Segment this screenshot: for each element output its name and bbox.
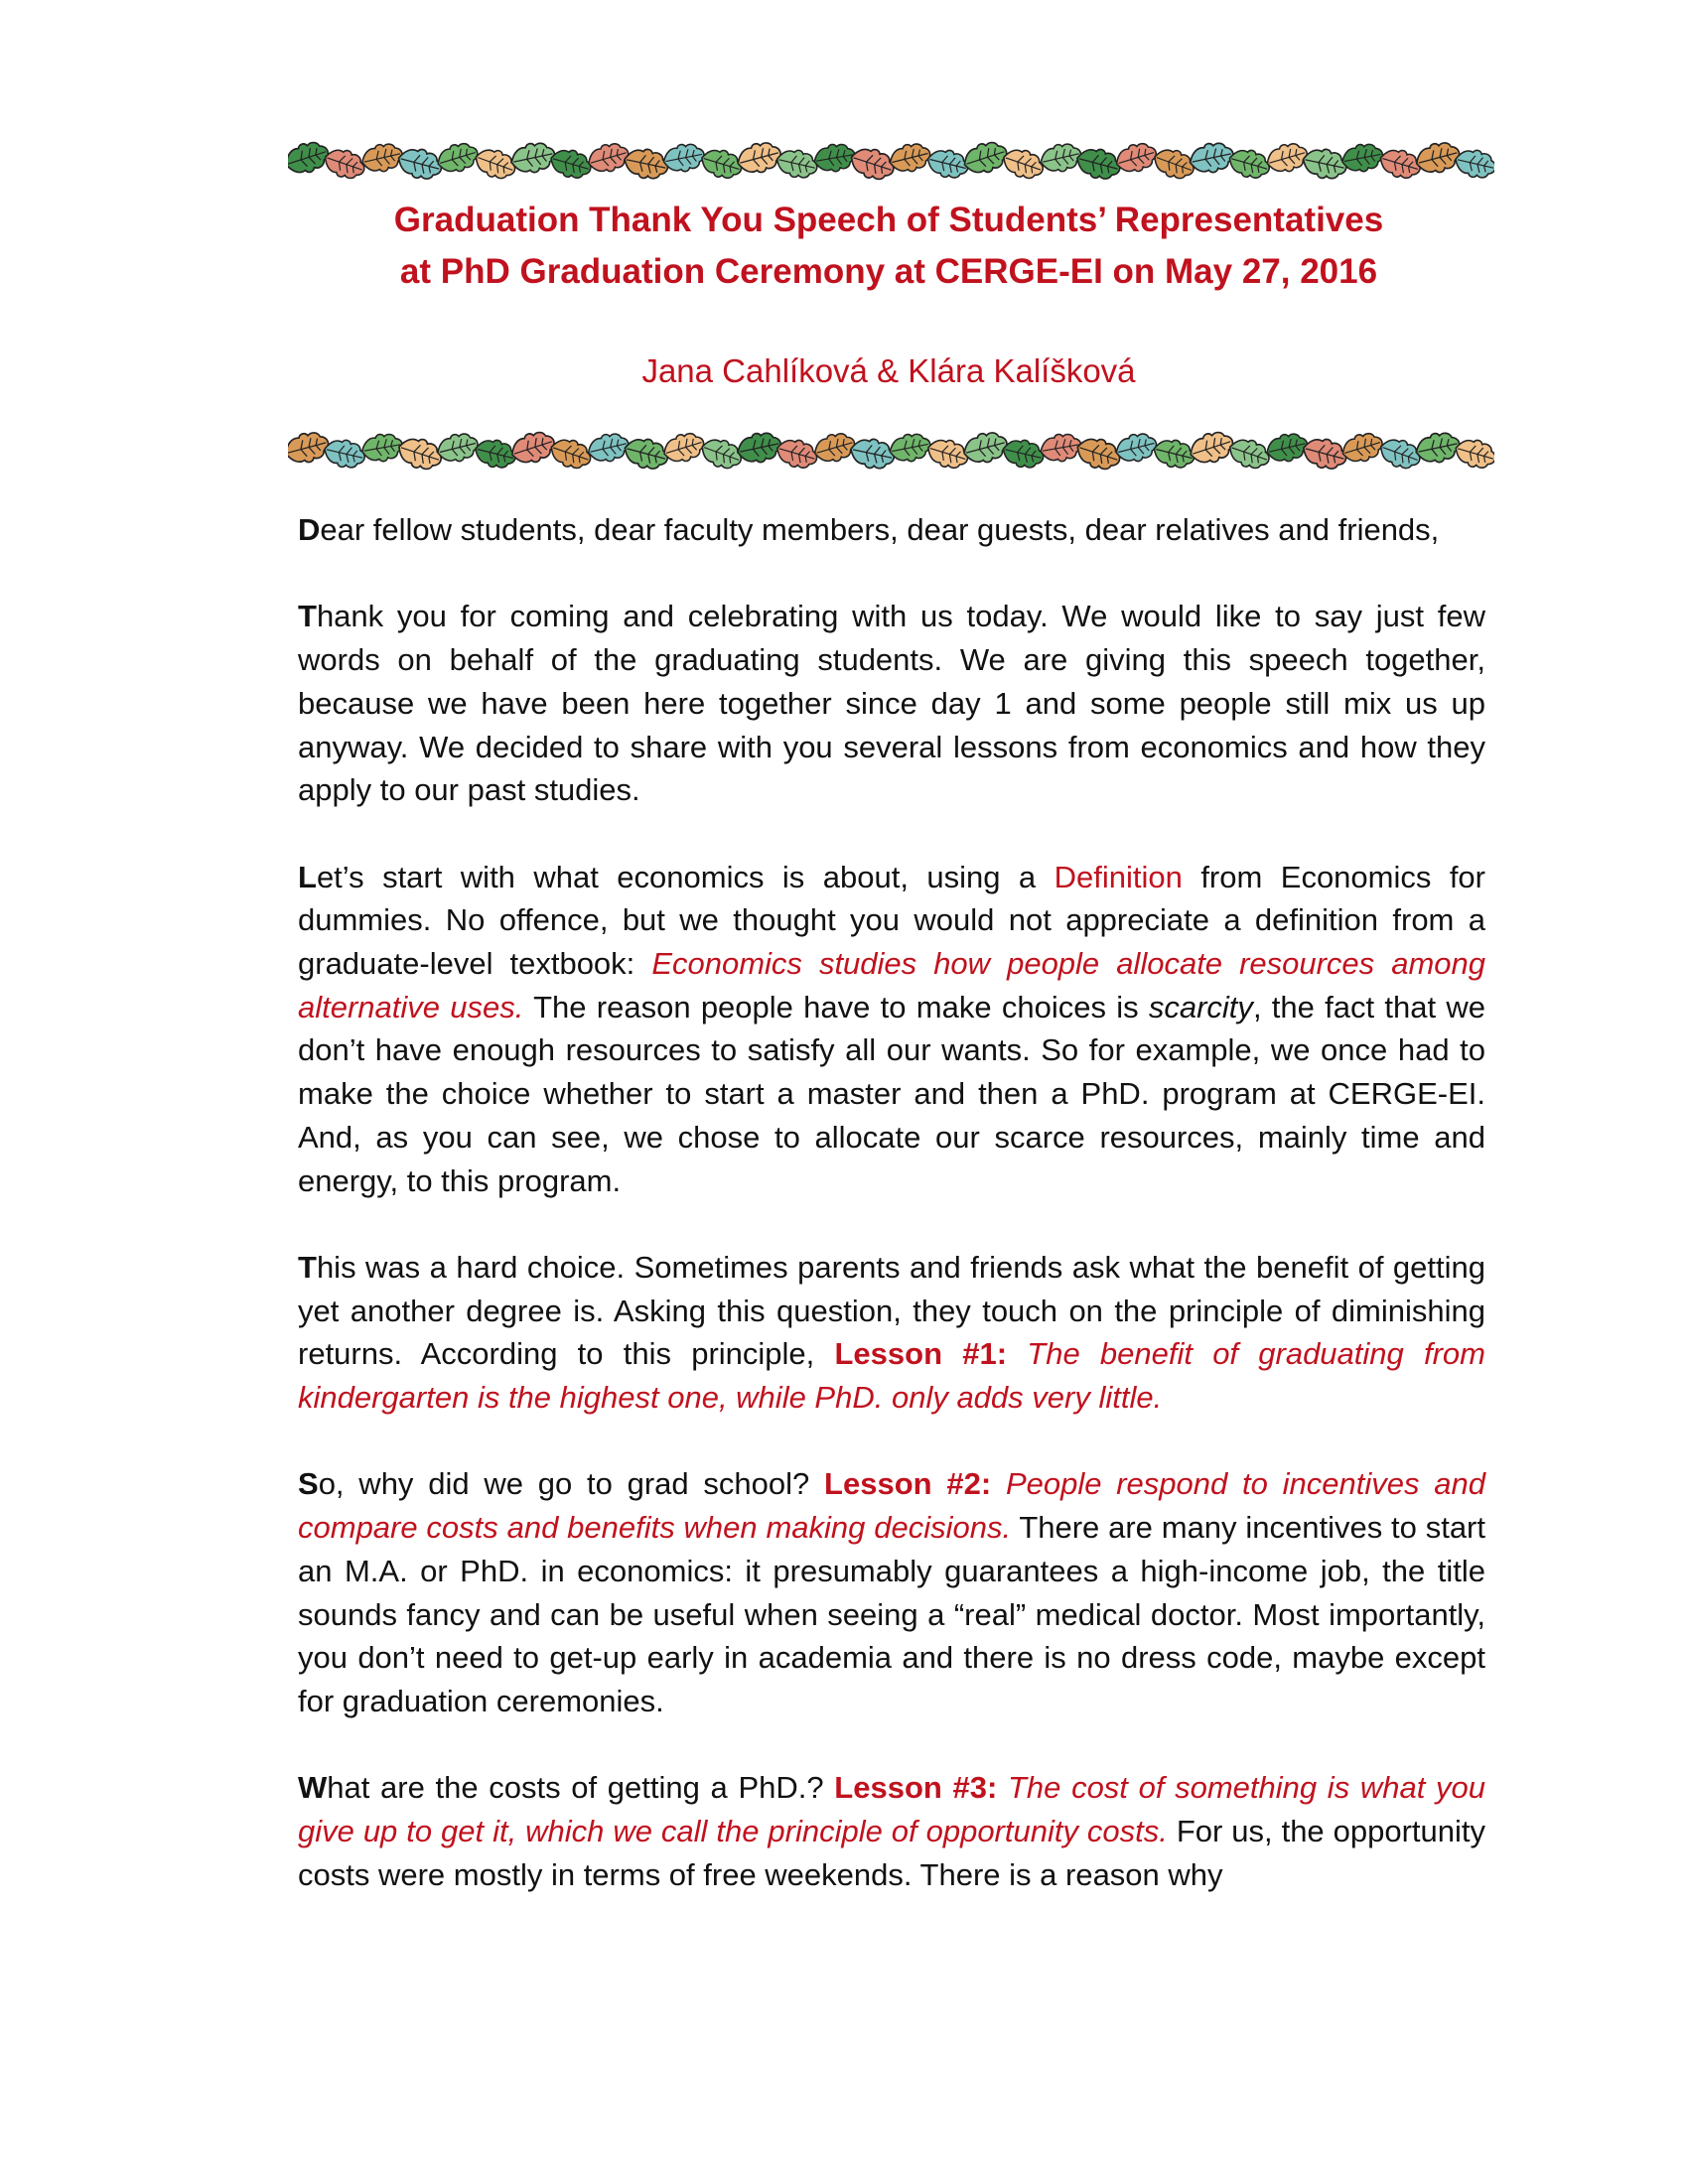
paragraph-lesson-2 — [298, 1462, 1485, 1722]
paragraph-initial: S — [298, 1466, 319, 1502]
title-line-2: at PhD Graduation Ceremony at CERGE-EI on May 27, 2016 — [399, 252, 1378, 291]
paragraph-text: hank you for coming and celebrating with us today. We would like to say just few words on behalf of the graduating students. We are giving this speech together, because we have been here together since day 1 and some people still mix us up anyway. We decided to share with you several lessons from economics and how they apply to our past studies. — [298, 599, 1485, 808]
lesson-text: The cost of something is what you give up to get it, which we call the principle of opportunity costs. — [298, 1770, 1485, 1849]
authors: Jana Cahlíková & Klára Kalíšková — [641, 352, 1136, 389]
leaf-icon — [1300, 145, 1348, 183]
leaf-icon — [960, 428, 1010, 468]
definition-link[interactable]: Definition — [1054, 859, 1183, 894]
lesson-label: Lesson #1: — [834, 1336, 1008, 1372]
paragraph-text: o, why did we go to grad school? — [318, 1466, 825, 1502]
definition-quote: Economics studies how people allocate resources among alternative uses. — [298, 946, 1485, 1024]
paragraph-lesson-1 — [298, 1246, 1485, 1420]
leaf-icon — [812, 141, 857, 175]
paragraph-greeting — [298, 508, 1485, 552]
leaf-icon — [508, 139, 557, 177]
paragraph-text: hat are the costs of getting a PhD.? — [327, 1770, 835, 1806]
leaf-icon — [1339, 141, 1385, 176]
paragraph-definition — [298, 856, 1485, 1203]
leaf-icon — [661, 141, 707, 176]
paragraph-initial: T — [298, 599, 317, 634]
paragraph-text: , the fact that we don’t have enough resources to satisfy all our wants. So for example, we once had to make the choice whether to start a master and then a PhD. program at CERGE-EI. And, as you can see, we chose to allocate our scarce resources, mainly time and energy, to this program. — [298, 989, 1485, 1198]
speech-title — [248, 195, 1529, 298]
paragraph-text: his was a hard choice. Sometimes parents and friends ask what the benefit of getting yet another degree is. Asking this question, they touch on the principle of diminishing returns. According to this principle, — [298, 1249, 1485, 1372]
leaf-icon — [1039, 431, 1083, 465]
paragraph-text: For us, the opportunity costs were mostly in terms of free weekends. There is a reason why — [298, 1814, 1485, 1892]
leaf-icon — [1413, 429, 1462, 467]
paragraph-thanks — [298, 595, 1485, 812]
speech-body — [298, 508, 1485, 1940]
lesson-text: The benefit of graduating from kindergarten is the highest one, while PhD. only adds very little. — [298, 1336, 1485, 1416]
paragraph-text: from Economics for dummies. No offence, but we thought you would not appreciate a definition from a graduate-level textbook: — [298, 859, 1485, 981]
paragraph-text: The reason people have to make choices is — [523, 989, 1149, 1024]
leaf-icon — [888, 431, 933, 466]
leaf-garland-bottom — [288, 425, 1494, 477]
title-line-1: Graduation Thank You Speech of Students’ Representatives — [393, 201, 1384, 239]
leaf-icon — [622, 145, 670, 183]
leaf-icon — [1413, 138, 1463, 178]
leaf-icon — [735, 429, 783, 467]
lesson-label: Lesson #3: — [834, 1770, 998, 1806]
scarcity-term: scarcity — [1148, 989, 1253, 1024]
paragraph-text: ear fellow students, dear faculty members, dear guests, dear relatives and friends, — [320, 512, 1440, 547]
paragraph-text: There are many incentives to start an M.A. or PhD. in economics: it presumably guarantees a high-income job, the title sounds fancy and can be useful when seeing a “real” medical doctor. Most importantly, you don’t need to get-up early in academia and there is no dress code, maybe except for graduation ceremonies. — [298, 1510, 1485, 1718]
lesson-text: People respond to incentives and compare costs and benefits when making decisions. — [298, 1466, 1485, 1546]
leaf-icon — [359, 431, 404, 465]
leaf-icon — [734, 138, 783, 178]
paragraph-text: et’s start with what economics is about, using a — [316, 859, 1055, 894]
leaf-garland-top — [288, 135, 1494, 187]
leaf-icon — [1188, 139, 1236, 177]
paragraph-initial: T — [298, 1249, 317, 1285]
paragraph-initial: L — [298, 859, 317, 894]
paragraph-initial: W — [298, 1770, 328, 1806]
leaf-icon — [848, 435, 897, 473]
paragraph-lesson-3 — [298, 1766, 1485, 1896]
paragraph-initial: D — [298, 512, 321, 547]
lesson-label: Lesson #2: — [824, 1466, 992, 1502]
